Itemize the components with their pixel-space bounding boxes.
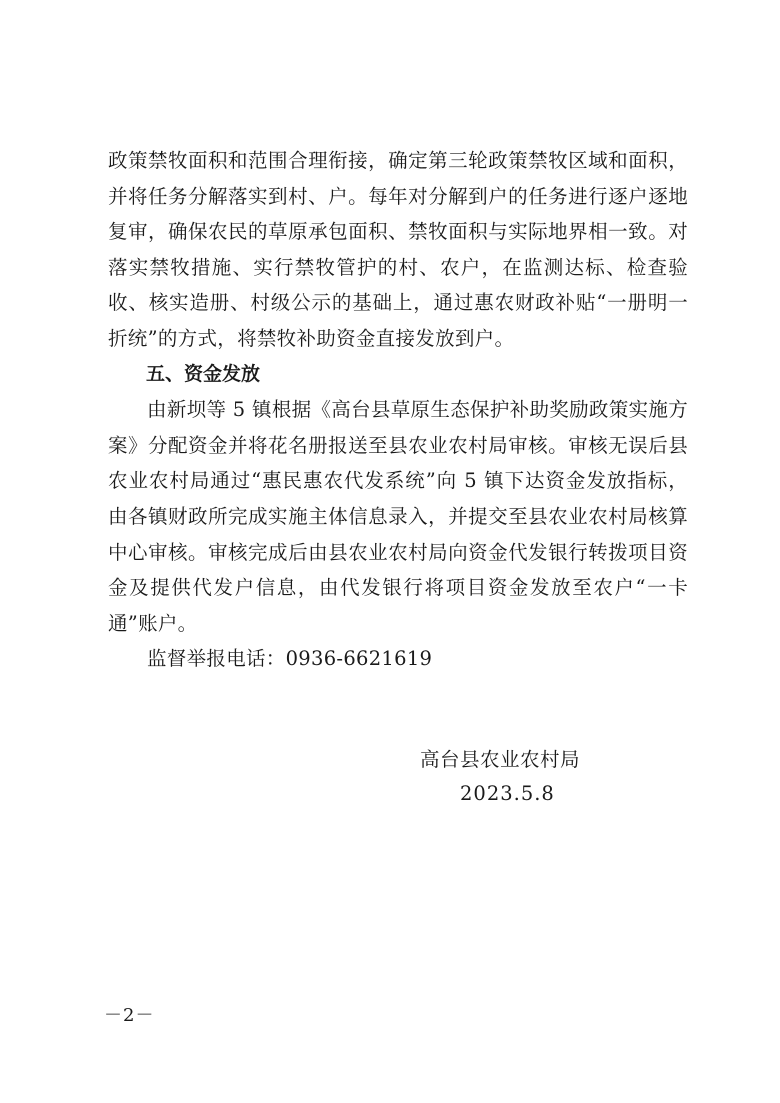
section-heading-funds-distribution: 五、资金发放 xyxy=(146,362,261,385)
signature-organization: 高台县农业农村局 xyxy=(420,748,581,771)
supervision-hotline: 监督举报电话：0936-6621619 xyxy=(147,647,433,671)
signature-date: 2023.5.8 xyxy=(460,782,555,805)
paragraph-funds-distribution: 由新坝等 5 镇根据《高台县草原生态保护补助奖励政策实施方案》分配资金并将花名册报送至县农业农村局审核。审核无误后县农业农村局通过“惠民惠农代发系统”向 5 镇下达资金发放指标，由各镇财政所完成实施主体信息录入，并提交至县农业农村局核算中心审核。审核完成后由县农业农村局向资金代发银行转拨项目资金及提供代发户信息，由代发银行将项目资金发放至农户“一卡通”账户。 xyxy=(108,398,688,635)
document-body xyxy=(108,143,688,677)
signature-block xyxy=(420,743,620,811)
page-number: －2－ xyxy=(104,1005,155,1026)
paragraph-continued: 政策禁牧面积和范围合理衔接，确定第三轮政策禁牧区域和面积，并将任务分解落实到村、户。每年对分解到户的任务进行逐户逐地复审，确保农民的草原承包面积、禁牧面积与实际地界相一致。对落实禁牧措施、实行禁牧管护的村、农户，在监测达标、检查验收、核实造册、村级公示的基础上，通过惠农财政补贴“一册明一折统”的方式，将禁牧补助资金直接发放到户。 xyxy=(108,149,688,350)
